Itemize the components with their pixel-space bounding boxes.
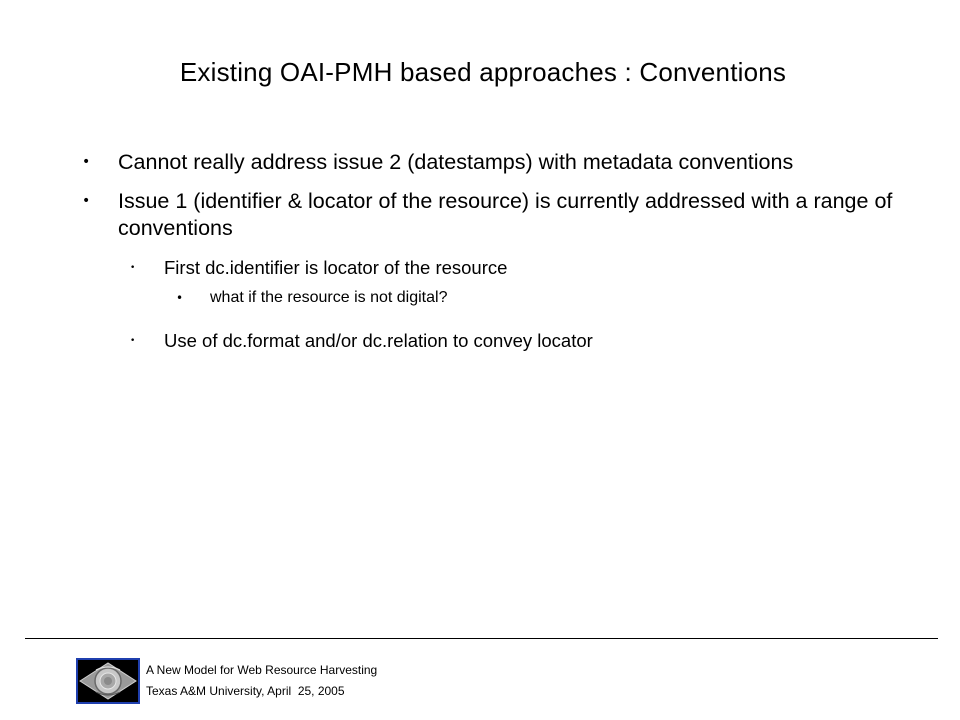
sub-bullet-marker-icon: • [130,263,136,273]
footer-venue-date: Texas A&M University, April 25, 2005 [146,684,345,698]
eye-logo-graphic [78,660,138,702]
bullet-item [0,188,908,242]
bullet-marker-icon: • [82,154,91,170]
footer-title: A New Model for Web Resource Harvesting [146,663,378,677]
sub-sub-bullet-item [0,287,960,309]
sub-bullet-text: Use of dc.format and/or dc.relation to convey locator [164,330,593,351]
footer-text [146,660,377,702]
eye-logo-icon [76,658,140,704]
slide-title: Existing OAI-PMH based approaches : Conventions [179,57,787,87]
sub-sub-bullet-text: what if the resource is not digital? [210,289,448,306]
sub-bullet-item [0,256,960,280]
footer-divider [25,638,938,639]
bullet-text: Cannot really address issue 2 (datestamps) with metadata conventions [118,150,794,174]
sub-bullet-marker-icon: • [130,336,136,346]
bullet-text: Issue 1 (identifier & locator of the resource) is currently addressed with a range of conventions [118,189,893,240]
bullet-list [0,149,960,353]
bullet-marker-icon: • [82,193,91,209]
bullet-item [0,149,908,176]
sub-bullet-item [0,329,960,353]
sub-sub-bullet-marker-icon: • [176,291,184,305]
sub-bullet-text: First dc.identifier is locator of the resource [164,257,508,278]
